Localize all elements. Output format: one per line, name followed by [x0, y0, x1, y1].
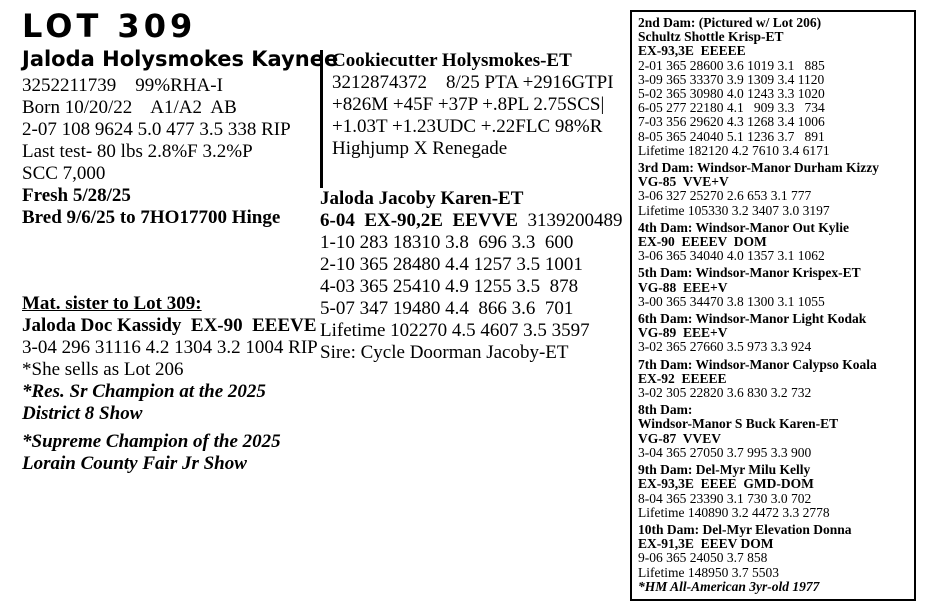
award-line: *Res. Sr Champion at the 2025 [22, 381, 266, 402]
dam-section-score: EX-93,3E EEEE GMD-DOM [638, 476, 814, 492]
dam-score-line [320, 210, 632, 232]
pedigree-section-5th-dam [638, 266, 908, 309]
mat-sister-heading: Mat. sister to Lot 309: [22, 293, 202, 314]
dam-sire-line: Sire: Cycle Doorman Jacoby-ET [320, 342, 569, 363]
pedigree-section-6th-dam [638, 312, 908, 355]
dam-record-line: 9-06 365 24050 3.7 858 [638, 550, 768, 566]
milk-record-line: 2-07 108 9624 5.0 477 3.5 338 RIP [22, 119, 291, 140]
dam-section-title: 8th Dam: [638, 402, 693, 418]
pedigree-middle-column [320, 50, 632, 364]
dam-section-score: EX-91,3E EEEV DOM [638, 536, 774, 552]
dam-section-title: 5th Dam: Windsor-Manor Krispex-ET [638, 265, 861, 281]
dam-record-line: 5-07 347 19480 4.4 866 3.6 701 [320, 298, 574, 319]
animal-name: Jaloda Holysmokes Kaynee [22, 47, 339, 71]
last-test-line: Last test- 80 lbs 2.8%F 3.2%P [22, 141, 253, 162]
dam-record-line: 5-02 365 30980 4.0 1243 3.3 1020 [638, 86, 825, 102]
pedigree-section-8th-dam [638, 403, 908, 460]
dam-section-score: EX-92 EEEEE [638, 370, 727, 386]
dam-record-line: 4-03 365 25410 4.9 1255 3.5 878 [320, 276, 579, 297]
pedigree-section-2nd-dam [638, 16, 908, 158]
pedigree-section-7th-dam [638, 358, 908, 401]
dam-section-title: 9th Dam: Del-Myr Milu Kelly [638, 462, 811, 478]
dam-footnote: *HM All-American 3yr-old 1977 [638, 578, 820, 594]
mat-sister-name: Jaloda Doc Kassidy EX-90 EEEVE [22, 315, 317, 336]
sire-cross-line: Highjump X Renegade [332, 138, 508, 159]
dam-block [320, 188, 632, 364]
dam-record-line: 7-03 356 29620 4.3 1268 3.4 1006 [638, 114, 825, 130]
dam-record-line: 2-10 365 28480 4.4 1257 3.5 1001 [320, 254, 583, 275]
dam-record-line: 3-09 365 33370 3.9 1309 3.4 1120 [638, 71, 825, 87]
lot-number-title: LOT 309 [22, 7, 197, 45]
pedigree-section-4th-dam [638, 221, 908, 264]
dam-record-line: 3-00 365 34470 3.8 1300 3.1 1055 [638, 293, 825, 309]
dam-record-line: 8-05 365 24040 5.1 1236 3.7 891 [638, 128, 825, 144]
dam-record-line: 3-04 365 27050 3.7 995 3.3 900 [638, 444, 812, 460]
sire-pta-line: 3212874372 8/25 PTA +2916GTPI [332, 72, 614, 93]
award-line: *Supreme Champion of the 2025 [22, 431, 281, 452]
dam-section-title: 4th Dam: Windsor-Manor Out Kylie [638, 219, 850, 235]
dam-section-score: EX-90 EEEEV DOM [638, 234, 767, 250]
dam-section-title: 2nd Dam: (Pictured w/ Lot 206) [638, 15, 822, 30]
dam-record-line: 6-05 277 22180 4.1 909 3.3 734 [638, 100, 825, 116]
dam-section-score: VG-89 EEE+V [638, 325, 728, 341]
bred-line: Bred 9/6/25 to 7HO17700 Hinge [22, 207, 281, 228]
dam-section-title: Schultz Shottle Krisp-ET [638, 29, 784, 45]
sire-pta-line: +1.03T +1.23UDC +.22FLC 98%R [332, 116, 603, 137]
dam-name: Jaloda Jacoby Karen-ET [320, 188, 524, 209]
dam-section-title: Windsor-Manor S Buck Karen-ET [638, 416, 839, 432]
dam-section-title: 3rd Dam: Windsor-Manor Durham Kizzy [638, 160, 879, 176]
pedigree-section-10th-dam [638, 523, 908, 594]
sire-pta-line: +826M +45F +37P +.8PL 2.75SCS| [332, 94, 605, 115]
dam-section-title: 10th Dam: Del-Myr Elevation Donna [638, 521, 852, 537]
pedigree-section-9th-dam [638, 463, 908, 520]
mat-sister-record: 3-04 296 31116 4.2 1304 3.2 1004 RIP [22, 337, 318, 358]
dam-lifetime-line: Lifetime 105330 3.2 3407 3.0 3197 [638, 202, 830, 218]
dam-section-score: EX-93,3E EEEEE [638, 43, 746, 59]
dam-record-line: 3-02 305 22820 3.6 830 3.2 732 [638, 385, 812, 401]
dam-section-score: VG-85 VVE+V [638, 174, 729, 190]
sire-name: Cookiecutter Holysmokes-ET [332, 50, 572, 71]
fresh-line: Fresh 5/28/25 [22, 185, 131, 206]
born-line: Born 10/20/22 A1/A2 AB [22, 97, 237, 118]
dam-record-line: 1-10 283 18310 3.8 696 3.3 600 [320, 232, 574, 253]
dam-section-title: 6th Dam: Windsor-Manor Light Kodak [638, 311, 867, 327]
award-line: District 8 Show [22, 403, 143, 424]
dam-record-line: 2-01 365 28600 3.6 1019 3.1 885 [638, 57, 825, 73]
dam-score-bold: 6-04 EX-90,2E EEVVE [320, 210, 518, 231]
dam-reg-number: 3139200489 [517, 210, 623, 231]
dam-record-line: 8-04 365 23390 3.1 730 3.0 702 [638, 490, 812, 506]
sire-block [320, 50, 632, 188]
lot-info-column [22, 6, 339, 475]
dam-record-line: 3-06 365 34040 4.0 1357 3.1 1062 [638, 248, 825, 264]
dam-section-score: VG-88 EEE+V [638, 279, 728, 295]
pedigree-box [630, 10, 916, 601]
dam-lifetime-line: Lifetime 140890 3.2 4472 3.3 2778 [638, 504, 830, 520]
dam-section-title: 7th Dam: Windsor-Manor Calypso Koala [638, 356, 877, 372]
dam-record-line: 3-02 365 27660 3.5 973 3.3 924 [638, 339, 812, 355]
award-line: Lorain County Fair Jr Show [22, 453, 247, 474]
mat-sister-sells-note: *She sells as Lot 206 [22, 359, 184, 380]
maternal-sister-section [22, 293, 322, 475]
pedigree-section-3rd-dam [638, 161, 908, 218]
animal-id-line: 3252211739 99%RHA-I [22, 75, 223, 96]
scc-line: SCC 7,000 [22, 163, 106, 184]
dam-lifetime-line: Lifetime 102270 4.5 4607 3.5 3597 [320, 320, 590, 341]
dam-section-score: VG-87 VVEV [638, 430, 722, 446]
dam-lifetime-line: Lifetime 148950 3.7 5503 [638, 564, 779, 580]
dam-record-line: 3-06 327 25270 2.6 653 3.1 777 [638, 188, 812, 204]
dam-lifetime-line: Lifetime 182120 4.2 7610 3.4 6171 [638, 142, 830, 158]
